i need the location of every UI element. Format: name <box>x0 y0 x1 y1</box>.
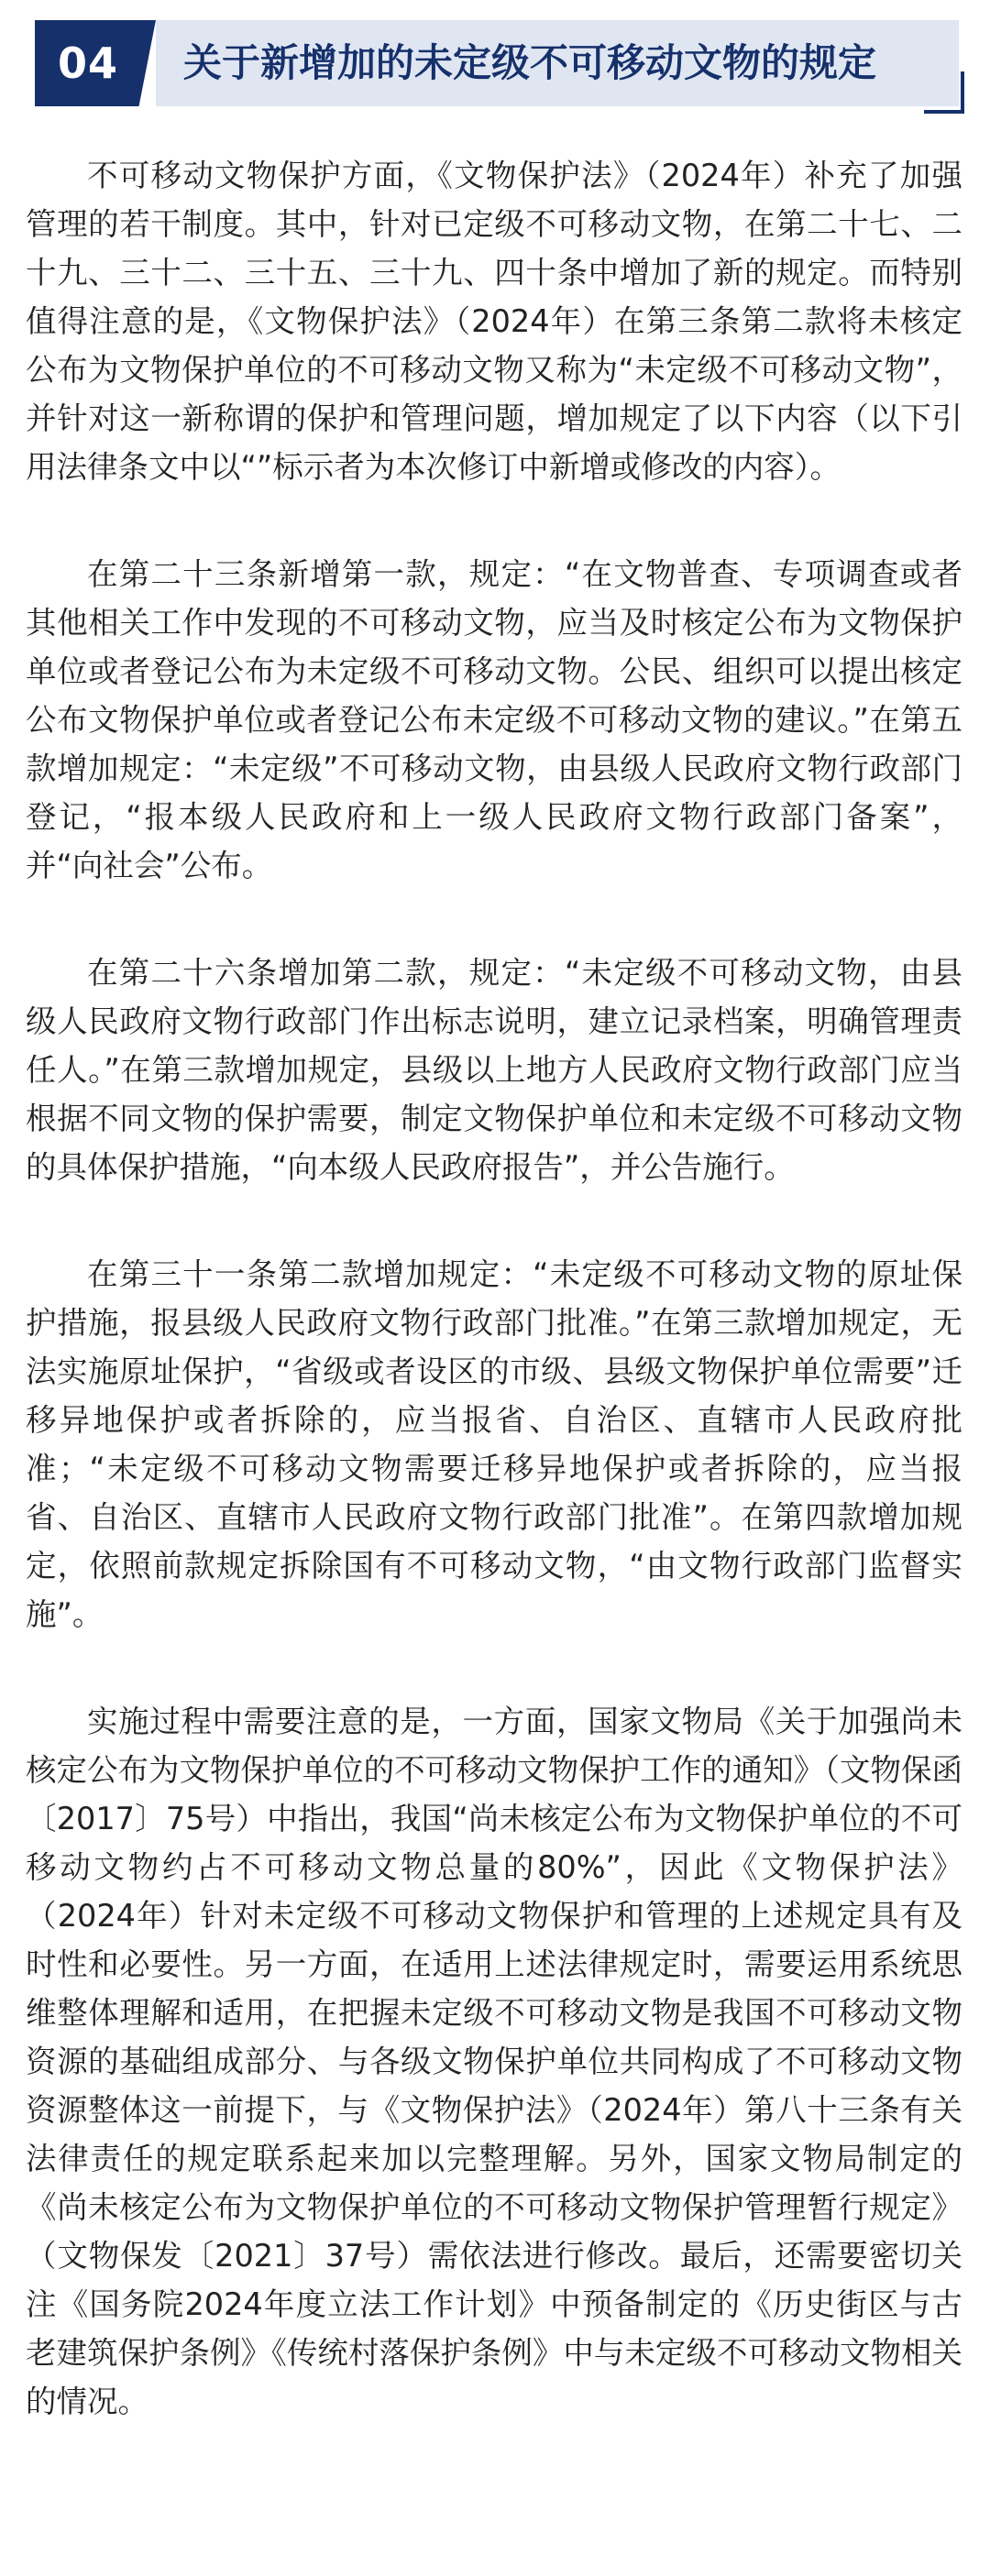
section-number: 04 <box>57 38 118 88</box>
corner-bracket-decoration <box>924 71 964 114</box>
paragraph-4: 在第三十一条第二款增加规定：“未定级不可移动文物的原址保护措施，报县级人民政府文物行政部门批准。”在第三款增加规定，无法实施原址保护，“省级或者设区的市级、县级文物保护单位需要”迁移异地保护或者拆除的，应当报省、自治区、直辖市人民政府批准；“未定级不可移动文物需要迁移异地保护或者拆除的，应当报省、自治区、直辖市人民政府文物行政部门批准”。在第四款增加规定，依照前款规定拆除国有不可移动文物，“由文物行政部门监督实施”。 <box>26 1256 962 1632</box>
section-title: 关于新增加的未定级不可移动文物的规定 <box>183 40 877 85</box>
paragraph-3: 在第二十六条增加第二款，规定：“未定级不可移动文物，由县级人民政府文物行政部门作出标志说明，建立记录档案，明确管理责任人。”在第三款增加规定，县级以上地方人民政府文物行政部门应当根据不同文物的保护需要，制定文物保护单位和未定级不可移动文物的具体保护措施，“向本级人民政府报告”，并公告施行。 <box>26 955 962 1185</box>
section-title-band <box>156 20 959 106</box>
paragraph-2: 在第二十三条新增第一款，规定：“在文物普查、专项调查或者其他相关工作中发现的不可移动文物，应当及时核定公布为文物保护单位或者登记公布为未定级不可移动文物。公民、组织可以提出核定公布文物保护单位或者登记公布未定级不可移动文物的建议。”在第五款增加规定：“未定级”不可移动文物，由县级人民政府文物行政部门登记，“报本级人民政府和上一级人民政府文物行政部门备案”，并“向社会”公布。 <box>26 556 962 883</box>
section-header <box>35 20 959 108</box>
paragraph-5: 实施过程中需要注意的是，一方面，国家文物局《关于加强尚未核定公布为文物保护单位的不可移动文物保护工作的通知》（文物保函〔2017〕75号）中指出，我国“尚未核定公布为文物保护单位的不可移动文物约占不可移动文物总量的80%”，因此《文物保护法》（2024年）针对未定级不可移动文物保护和管理的上述规定具有及时性和必要性。另一方面，在适用上述法律规定时，需要运用系统思维整体理解和适用，在把握未定级不可移动文物是我国不可移动文物资源的基础组成部分、与各级文物保护单位共同构成了不可移动文物资源整体这一前提下，与《文物保护法》（2024年）第八十三条有关法律责任的规定联系起来加以完整理解。另外，国家文物局制定的《尚未核定公布为文物保护单位的不可移动文物保护管理暂行规定》（文物保发〔2021〕37号）需依法进行修改。最后，还需要密切关注《国务院2024年度立法工作计划》中预备制定的《历史街区与古老建筑保护条例》《传统村落保护条例》中与未定级不可移动文物相关的情况。 <box>26 1704 962 2419</box>
article-body <box>26 151 962 2426</box>
paragraph-1: 不可移动文物保护方面，《文物保护法》（2024年）补充了加强管理的若干制度。其中，针对已定级不可移动文物，在第二十七、二十九、三十二、三十五、三十九、四十条中增加了新的规定。而特别值得注意的是，《文物保护法》（2024年）在第三条第二款将未核定公布为文物保护单位的不可移动文物又称为“未定级不可移动文物”，并针对这一新称谓的保护和管理问题，增加规定了以下内容（以下引用法律条文中以“”标示者为本次修订中新增或修改的内容）。 <box>26 158 962 485</box>
